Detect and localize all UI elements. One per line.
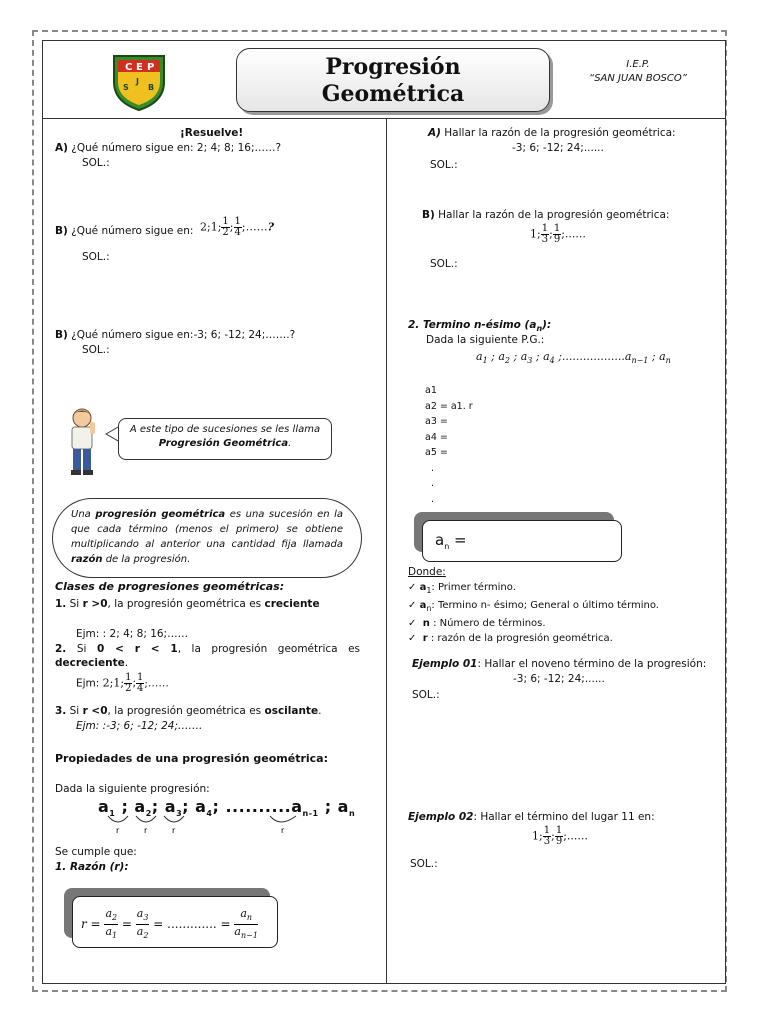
frac-num: 1 <box>234 216 241 227</box>
propiedades-title: Propiedades de una progresión geométrica: <box>55 752 328 765</box>
frac-num: 1 <box>222 216 229 227</box>
fraction-third <box>541 224 549 245</box>
clase-2-num: 2. <box>55 643 67 655</box>
frac-num: 1 <box>555 825 563 836</box>
clase-2-cond: 0 < r < 1 <box>96 643 178 655</box>
donde-item: ✓ n : Número de términos. <box>408 618 546 629</box>
ratio-formula: r = $\frac{a_2}{a_1}$ = $\frac{a_3}{a_2}$ = ............. = $\frac{a_n}{a_{n-1}}$ <box>81 907 258 941</box>
term-dot-1: . <box>431 462 435 474</box>
clase-3: 3. Si r <0, la progresión geométrica es oscilante. <box>55 705 322 717</box>
def-bold-1: progresión geométrica <box>95 509 226 520</box>
donde-item: ✓ $a_n$: Termino n- ésimo; General o último término. <box>408 600 659 613</box>
frac-den: 9 <box>553 234 561 245</box>
seq-start: 1; <box>530 227 541 241</box>
pg-sequence: $a_1$ ; $a_2$ ; $a_3$ ; $a_4$ $;..................a_{n-1}$ ; $a_n$ <box>476 350 671 366</box>
term-title-sub: n <box>536 324 543 334</box>
question-b-sol: SOL.: <box>82 251 110 263</box>
clase-1-cond: r >0 <box>82 598 108 610</box>
clases-title: Clases de progresiones geométricas: <box>55 580 285 593</box>
logo-letter-e: E <box>136 62 143 73</box>
clase-1-num: 1. <box>55 598 67 610</box>
right-question-a <box>428 126 676 140</box>
school-line-2: “SAN JUAN BOSCO” <box>589 73 687 84</box>
frac-num: 1 <box>543 825 551 836</box>
ejemplo-02-text: : Hallar el término del lugar 11 en: <box>473 811 655 823</box>
seq-term-a4: $a_4$ <box>195 797 213 819</box>
question-a-sol: SOL.: <box>82 157 110 169</box>
frac-den: 3 <box>541 234 549 245</box>
clase-1 <box>55 597 360 611</box>
formula-dots: = ............. = <box>153 917 231 932</box>
ejemplo-01-sol: SOL.: <box>412 689 440 701</box>
seq-term-a3: $a_3$ <box>164 797 183 819</box>
question-b <box>55 224 193 238</box>
seq-term-an-1: $a_{n-1}$ <box>291 797 319 819</box>
term-title-text: 2. Termino n-ésimo (a <box>408 319 537 331</box>
school-logo <box>110 52 168 112</box>
title-line-2: Geométrica <box>321 81 465 107</box>
question-b2-sol: SOL.: <box>82 344 110 356</box>
an-rest: = <box>449 531 467 549</box>
ejemplo-02-sequence: 1; $\frac{1}{3}$ ; $\frac{1}{9}$ ;...... <box>532 825 588 847</box>
logo-letter-j: J <box>136 77 139 86</box>
term-dot-2: . <box>431 478 435 489</box>
question-mark: ? <box>267 220 275 234</box>
term-a1: a1 <box>425 385 437 396</box>
fraction-ninth <box>555 826 563 847</box>
fraction-half <box>221 217 229 238</box>
an-formula <box>435 531 467 551</box>
school-name <box>578 58 698 86</box>
frac-an-an1: $\frac{a_n}{a_{n-1}}$ <box>234 907 258 941</box>
def-text-1: Una <box>71 509 91 520</box>
logo-letter-s: S <box>123 83 129 92</box>
ejemplo-02 <box>408 810 655 824</box>
clase-2-example: Ejm: 2;1; $\frac{1}{2}$ ; $\frac{1}{4}$ ;…… <box>76 672 169 694</box>
frac-den: 3 <box>543 836 551 847</box>
donde-item: ✓ $a_1$: Primer término. <box>408 582 516 595</box>
donde-item: ✓ r : razón de la progresión geométrica. <box>408 633 613 644</box>
seq-start: 1; <box>532 829 543 843</box>
seq-end: ;…… <box>144 677 169 690</box>
right-question-b <box>422 208 669 222</box>
donde-list <box>408 580 659 646</box>
ratio-label-3: r <box>172 826 176 835</box>
ejemplo-02-label: Ejemplo 02 <box>408 811 474 823</box>
clase-3-num: 3. <box>55 705 67 717</box>
term-a2: a2 = a1. r <box>425 400 473 412</box>
question-a <box>55 141 281 155</box>
cumple-text: Se cumple que: <box>55 846 137 858</box>
ejemplo-02-sol: SOL.: <box>410 858 438 870</box>
ratio-formula-box <box>72 896 278 948</box>
column-divider <box>386 118 387 984</box>
seq-end: ;...... <box>561 227 586 241</box>
frac-den: 4 <box>234 227 241 238</box>
razon-title: 1. Razón (r): <box>55 861 129 873</box>
frac-num: 1 <box>553 223 561 234</box>
fraction-quarter <box>234 217 242 238</box>
frac-num: 1 <box>125 672 132 683</box>
term-a3: a3 = <box>425 416 448 427</box>
frac-num: 1 <box>541 223 549 234</box>
right-a-sol: SOL.: <box>430 159 458 171</box>
seq-start: 2;1; <box>200 220 222 234</box>
clase-3-cond: r <0 <box>82 705 108 717</box>
clase-1-bold: creciente <box>264 598 320 610</box>
term-title-close: ): <box>542 319 552 331</box>
ratio-label-4: r <box>281 826 285 835</box>
right-b-sol: SOL.: <box>430 258 458 270</box>
question-b-label: B) <box>55 225 68 237</box>
question-a-label: A) <box>55 142 68 154</box>
seq-term-a1: $a_1$ <box>98 797 116 819</box>
logo-letter-p: P <box>147 62 155 73</box>
logo-letter-c: C <box>125 62 133 73</box>
ejemplo-01 <box>412 657 706 671</box>
seq-end: ;…… <box>241 220 268 234</box>
question-a-text: ¿Qué número sigue en: 2; 4; 8; 16;……? <box>71 142 282 154</box>
dada-pg: Dada la siguiente P.G.: <box>426 334 545 346</box>
seq-term-an: $a_n$ <box>337 797 356 819</box>
formula-r: r = <box>81 917 101 932</box>
def-text-2: es una sucesión en la que cada término (menos el primero) se obtiene multiplicando al anterior una cantidad fija llamada <box>71 509 344 550</box>
right-b-text: Hallar la razón de la progresión geométrica: <box>438 209 670 221</box>
seq-dots: .......... <box>225 797 292 816</box>
header-divider <box>42 118 726 119</box>
right-a-label: A) <box>428 127 441 139</box>
page-title <box>236 48 550 112</box>
ratio-label-2: r <box>144 826 148 835</box>
frac-num: 1 <box>137 672 144 683</box>
clase-2-bold: decreciente <box>55 657 125 669</box>
clase-2-text: , la progresión geométrica es <box>177 643 361 655</box>
boy-illustration <box>62 406 102 478</box>
bubble-end: . <box>288 438 292 449</box>
ratio-label-1: r <box>116 826 120 835</box>
logo-letter-b: B <box>148 83 155 92</box>
donde-label: Donde: <box>408 566 446 578</box>
bubble-text: A este tipo de sucesiones se les llama <box>129 424 321 435</box>
clase-3-bold: oscilante <box>264 705 319 717</box>
definition-cloud <box>52 498 362 578</box>
frac-den: 2 <box>125 683 132 694</box>
def-bold-2: razón <box>71 554 103 565</box>
ejemplo-01-seq: -3; 6; -12; 24;...... <box>513 673 605 685</box>
general-sequence: $a_1$ ; $a_2$; $a_3$; $a_4$; $..........a_{n-1}$ ; $a_n$ <box>98 797 356 819</box>
bubble-bold: Progresión Geométrica <box>158 438 289 449</box>
right-b-sequence: 1; $\frac{1}{3}$ ; $\frac{1}{9}$ ;...... <box>530 223 586 245</box>
clase-3-pre: Si <box>69 705 80 717</box>
ratio-arrows <box>100 812 320 836</box>
seq-term-a2: $a_2$ <box>134 797 152 819</box>
ejemplo-01-text: : Hallar el noveno término de la progresión: <box>477 658 707 670</box>
frac-den: 4 <box>137 683 144 694</box>
an-formula-box <box>422 520 622 562</box>
question-b-text: ¿Qué número sigue en: <box>71 225 194 237</box>
frac-a2-a1: $\frac{a_2}{a_1}$ <box>105 907 118 941</box>
right-a-text: Hallar la razón de la progresión geométrica: <box>444 127 676 139</box>
fraction-half <box>124 673 132 694</box>
speech-bubble <box>118 418 332 460</box>
seq-start: 2;1; <box>102 676 125 690</box>
clase-2: 2. Si 0 < r < 1, la progresión geométrica es decreciente. <box>55 643 361 669</box>
seq-end: ;...... <box>563 829 588 843</box>
fraction-third <box>543 826 551 847</box>
resuelve-title: ¡Resuelve! <box>180 127 244 139</box>
school-line-1: I.E.P. <box>626 59 650 70</box>
clase-1-text: , la progresión geométrica es <box>107 598 262 610</box>
term-dot-3: . <box>431 493 435 505</box>
frac-den: 9 <box>555 836 563 847</box>
frac-a3-a2: $\frac{a_3}{a_2}$ <box>136 907 149 941</box>
ejemplo-01-label: Ejemplo 01 <box>412 658 478 670</box>
def-text-3: de la progresión. <box>105 554 191 565</box>
clase-2-ej: Ejm: <box>76 677 100 690</box>
clase-2-pre: Si <box>76 643 87 655</box>
clase-3-example: Ejm: :-3; 6; -12; 24;……. <box>76 720 203 732</box>
right-a-seq: -3; 6; -12; 24;...... <box>512 142 604 154</box>
an-symbol: a <box>435 531 445 549</box>
fraction-ninth <box>553 224 561 245</box>
title-line-1: Progresión <box>325 54 461 80</box>
frac-den: 2 <box>222 227 229 238</box>
clase-1-pre: Si <box>69 598 80 610</box>
question-b2 <box>55 328 295 342</box>
question-b2-text: ¿Qué número sigue en:-3; 6; -12; 24;…….? <box>71 329 296 341</box>
dada-text: Dada la siguiente progresión: <box>55 783 210 795</box>
right-b-label: B) <box>422 209 435 221</box>
question-b-sequence: 2;1; $\frac{1}{2}$ ; $\frac{1}{4}$ ;……? <box>200 216 275 238</box>
clase-1-example: Ejm: : 2; 4; 8; 16;…… <box>76 628 189 640</box>
term-a4: a4 = <box>425 431 448 443</box>
terms-list <box>425 383 473 507</box>
clase-3-text: , la progresión geométrica es <box>107 705 262 717</box>
question-b2-label: B) <box>55 329 68 341</box>
term-a5: a5 = <box>425 447 448 458</box>
an-sub: n <box>444 542 450 551</box>
